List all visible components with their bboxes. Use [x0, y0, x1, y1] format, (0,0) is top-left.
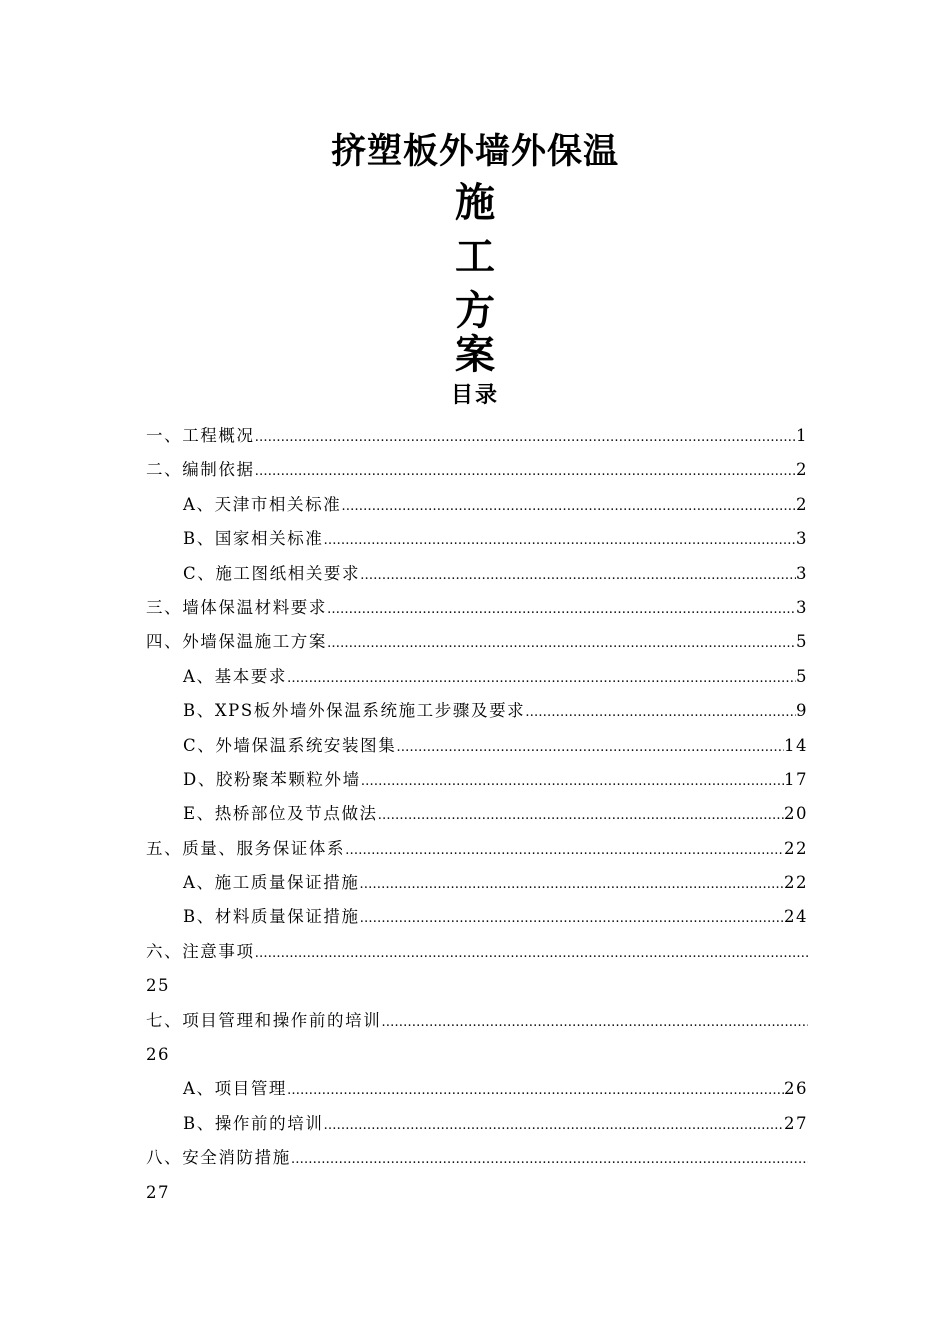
toc-leader-dots: [361, 765, 784, 797]
toc-entry-page: 22: [784, 873, 808, 893]
toc-entry-label: 一、工程概况: [146, 426, 255, 445]
toc-entry-label: A、项目管理: [183, 1079, 288, 1099]
toc-entry-label: C、施工图纸相关要求: [183, 563, 361, 583]
toc-entry-label: A、基本要求: [183, 666, 288, 686]
toc-entry-page-wrapped: [146, 1038, 808, 1072]
toc-entry-label: 六、注意事项: [146, 941, 255, 961]
toc-entry-page: 24: [784, 907, 808, 927]
toc-entry[interactable]: [146, 419, 808, 453]
toc-entry-label: 五、质量、服务保证体系: [146, 838, 346, 858]
toc-leader-dots: [378, 799, 784, 831]
toc-entry-page: 26: [784, 1079, 808, 1099]
toc-entry-label: B、操作前的培训: [183, 1113, 324, 1133]
toc-entry-label: 八、安全消防措施: [146, 1148, 291, 1168]
toc-entry-label: D、胶粉聚苯颗粒外墙: [183, 769, 361, 789]
title-char-2: 工: [455, 233, 495, 280]
toc-entry-label: 三、墙体保温材料要求: [146, 597, 327, 617]
document-title: 挤塑板外墙外保温: [330, 131, 619, 172]
toc-entry-page: 3: [796, 529, 808, 549]
toc-entry-page: 17: [784, 769, 808, 789]
title-char-1: 施: [455, 179, 495, 226]
toc-entry[interactable]: [146, 935, 808, 969]
table-of-contents: [146, 419, 808, 1210]
toc-entry-label: 四、外墙保温施工方案: [146, 632, 327, 652]
title-char-4: 案: [455, 331, 495, 378]
toc-entry-page: 20: [784, 804, 808, 824]
toc-leader-dots: [360, 902, 784, 934]
toc-leader-dots: [381, 1006, 808, 1038]
toc-entry[interactable]: [146, 453, 808, 487]
toc-leader-dots: [255, 421, 796, 453]
toc-entry-label: 二、编制依据: [146, 460, 255, 480]
toc-entry-page: 9: [796, 701, 808, 721]
toc-entry-page-wrapped: [146, 969, 808, 1003]
toc-entry-page: 14: [784, 735, 808, 755]
toc-entry[interactable]: [146, 522, 808, 556]
toc-leader-dots: [255, 455, 796, 487]
toc-entry-page: 5: [796, 632, 808, 652]
toc-leader-dots: [287, 662, 796, 694]
toc-entry-label: C、外墙保温系统安装图集: [183, 735, 397, 755]
toc-leader-dots: [359, 868, 784, 900]
toc-entry-page-wrapped: [146, 1176, 808, 1210]
toc-entry[interactable]: [146, 1141, 808, 1175]
toc-entry-page: 27: [784, 1113, 808, 1133]
toc-leader-dots: [291, 1143, 808, 1175]
toc-entry[interactable]: [146, 694, 808, 728]
toc-entry-label: B、国家相关标准: [183, 529, 324, 549]
toc-leader-dots: [327, 627, 796, 659]
toc-entry-page: 2: [796, 460, 808, 480]
toc-entry[interactable]: [146, 866, 808, 900]
toc-entry-label: A、施工质量保证措施: [183, 873, 360, 893]
toc-leader-dots: [525, 696, 796, 728]
toc-entry-label: B、材料质量保证措施: [183, 907, 360, 927]
toc-leader-dots: [323, 524, 796, 556]
toc-entry-page: 3: [796, 563, 808, 583]
toc-leader-dots: [327, 593, 796, 625]
toc-entry-label: 七、项目管理和操作前的培训: [146, 1010, 382, 1030]
toc-heading: 目录: [450, 382, 499, 408]
toc-entry-page: 27: [146, 1182, 170, 1202]
toc-entry[interactable]: [146, 729, 808, 763]
toc-entry[interactable]: [146, 1072, 808, 1106]
toc-entry-page: 25: [146, 976, 170, 996]
toc-entry[interactable]: [146, 557, 808, 591]
toc-entry[interactable]: [146, 797, 808, 831]
toc-leader-dots: [323, 1109, 784, 1141]
toc-entry-page: 5: [796, 666, 808, 686]
toc-entry[interactable]: [146, 660, 808, 694]
toc-leader-dots: [341, 490, 796, 522]
toc-leader-dots: [360, 559, 796, 591]
toc-entry-page: 1: [796, 426, 808, 445]
toc-entry-label: B、XPS板外墙外保温系统施工步骤及要求: [183, 701, 526, 721]
toc-entry[interactable]: [146, 625, 808, 659]
toc-entry-label: E、热桥部位及节点做法: [183, 804, 378, 824]
toc-entry[interactable]: [146, 832, 808, 866]
toc-entry[interactable]: [146, 1004, 808, 1038]
toc-leader-dots: [396, 731, 784, 763]
toc-entry-page: 2: [796, 494, 808, 514]
title-char-3: 方: [455, 287, 495, 334]
toc-leader-dots: [287, 1074, 784, 1106]
toc-entry[interactable]: [146, 763, 808, 797]
toc-leader-dots: [345, 834, 784, 866]
toc-entry-label: A、天津市相关标准: [183, 494, 342, 514]
toc-entry[interactable]: [146, 1107, 808, 1141]
toc-entry-page: 26: [146, 1045, 170, 1065]
toc-leader-dots: [255, 937, 808, 969]
toc-entry-page: 22: [784, 838, 808, 858]
toc-entry-page: 3: [796, 597, 808, 617]
toc-entry[interactable]: [146, 591, 808, 625]
toc-entry[interactable]: [146, 900, 808, 934]
toc-entry[interactable]: [146, 488, 808, 522]
